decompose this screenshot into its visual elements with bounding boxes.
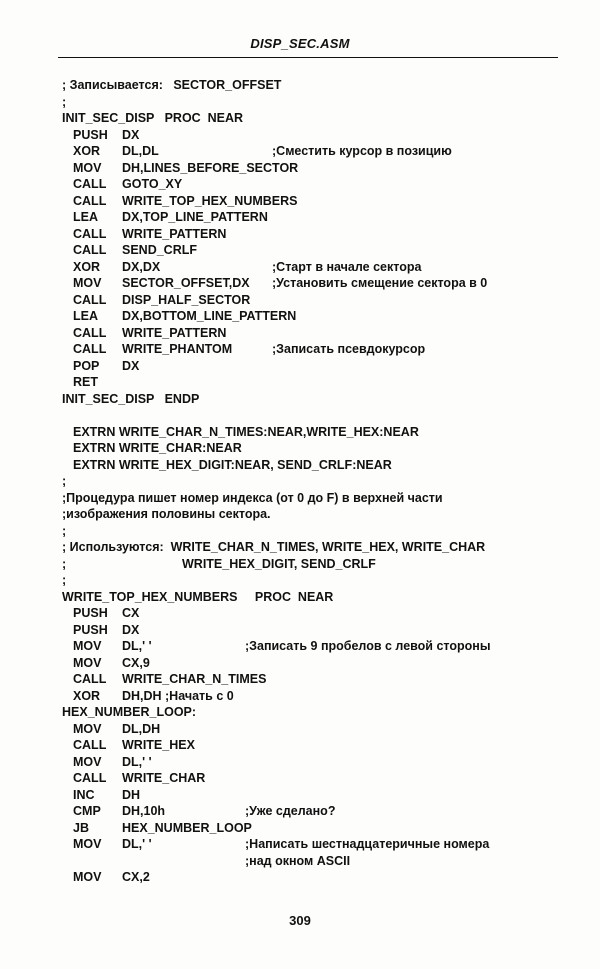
code-operand: DH,LINES_BEFORE_SECTOR — [122, 160, 299, 175]
code-mnemonic: POP — [73, 358, 100, 373]
code-comment: ;над окном ASCII — [245, 853, 351, 868]
code-line — [0, 144, 600, 161]
code-comment: ;Уже сделано? — [245, 804, 336, 818]
code-mnemonic: INIT_SEC_DISP PROC NEAR — [62, 111, 244, 125]
code-mnemonic: ; — [62, 573, 67, 587]
code-operand: DH — [122, 787, 141, 802]
code-line — [0, 771, 600, 788]
code-operand: DL,DL — [122, 144, 159, 158]
code-line — [0, 722, 600, 739]
code-mnemonic: CALL — [73, 292, 107, 307]
code-line — [0, 326, 600, 343]
code-operand: DX — [122, 622, 140, 637]
code-mnemonic: XOR — [73, 259, 101, 274]
code-line — [0, 639, 600, 656]
code-mnemonic: EXTRN WRITE_CHAR:NEAR — [73, 441, 242, 455]
code-mnemonic: XOR — [73, 688, 101, 703]
code-line — [0, 590, 600, 607]
code-mnemonic: LEA — [73, 309, 98, 323]
code-mnemonic: WRITE_TOP_HEX_NUMBERS PROC NEAR — [62, 589, 334, 604]
code-mnemonic: MOV — [73, 276, 102, 290]
code-operand: DL,DH — [122, 721, 161, 736]
code-line — [0, 623, 600, 640]
code-line — [0, 557, 600, 574]
code-operand: WRITE_HEX_DIGIT, SEND_CRLF — [182, 556, 376, 571]
code-mnemonic: LEA — [73, 210, 98, 224]
code-line — [0, 342, 600, 359]
code-line — [0, 210, 600, 227]
code-mnemonic: ; Записывается: SECTOR_OFFSET — [62, 78, 282, 92]
code-mnemonic: CALL — [73, 672, 107, 686]
code-mnemonic: HEX_NUMBER_LOOP: — [62, 705, 197, 719]
header-rule — [58, 57, 558, 58]
code-line — [0, 161, 600, 178]
code-mnemonic: INC — [73, 787, 95, 802]
code-line — [0, 821, 600, 838]
code-comment: ;Начать с 0 — [165, 688, 234, 703]
code-line — [0, 870, 600, 887]
code-operand: CX,9 — [122, 655, 150, 670]
code-operand: DISP_HALF_SECTOR — [122, 292, 251, 307]
code-mnemonic: RET — [73, 375, 98, 389]
code-mnemonic: CALL — [73, 226, 107, 241]
code-mnemonic: INIT_SEC_DISP ENDP — [62, 391, 200, 406]
code-mnemonic: ;Процедура пишет номер индекса (от 0 до F) в верхней части — [62, 490, 443, 505]
code-line — [0, 573, 600, 590]
code-operand: WRITE_TOP_HEX_NUMBERS — [122, 193, 298, 208]
code-line — [0, 524, 600, 541]
code-line — [0, 540, 600, 557]
code-operand: WRITE_CHAR — [122, 771, 206, 785]
code-line — [0, 128, 600, 145]
code-line — [0, 491, 600, 508]
code-line — [0, 243, 600, 260]
code-mnemonic: ; Используются: WRITE_CHAR_N_TIMES, WRITE_HEX, WRITE_CHAR — [62, 540, 486, 554]
code-line — [0, 738, 600, 755]
code-mnemonic: CALL — [73, 325, 107, 340]
code-mnemonic: ;изображения половины сектора. — [62, 507, 271, 521]
code-mnemonic: CALL — [73, 342, 107, 356]
code-line — [0, 408, 600, 425]
code-line — [0, 441, 600, 458]
code-mnemonic: XOR — [73, 144, 101, 158]
code-mnemonic: ; — [62, 474, 67, 488]
code-line — [0, 672, 600, 689]
code-line — [0, 177, 600, 194]
code-operand: WRITE_CHAR_N_TIMES — [122, 672, 267, 686]
code-comment: ;Установить смещение сектора в 0 — [272, 276, 488, 290]
code-comment: ;Записать 9 пробелов с левой стороны — [245, 639, 491, 653]
code-mnemonic: MOV — [73, 837, 102, 851]
code-operand: DH,10h — [122, 804, 166, 818]
code-line — [0, 309, 600, 326]
code-mnemonic: JB — [73, 820, 89, 835]
code-line — [0, 804, 600, 821]
code-line — [0, 507, 600, 524]
code-mnemonic: CMP — [73, 804, 101, 818]
code-comment: ;Написать шестнадцатеричные номера — [245, 837, 490, 851]
code-mnemonic: ; — [62, 94, 67, 109]
code-line — [0, 78, 600, 95]
code-mnemonic: PUSH — [73, 127, 108, 142]
code-line — [0, 705, 600, 722]
code-mnemonic: EXTRN WRITE_HEX_DIGIT:NEAR, SEND_CRLF:NEAR — [73, 457, 392, 472]
code-operand: HEX_NUMBER_LOOP — [122, 820, 252, 835]
code-mnemonic: CALL — [73, 193, 107, 208]
code-line — [0, 276, 600, 293]
code-mnemonic: PUSH — [73, 622, 108, 637]
code-line — [0, 837, 600, 854]
code-line — [0, 788, 600, 805]
code-operand: DX,DX — [122, 259, 161, 274]
code-mnemonic: EXTRN WRITE_CHAR_N_TIMES:NEAR,WRITE_HEX:NEAR — [73, 424, 419, 439]
code-operand: CX,2 — [122, 870, 150, 884]
code-operand: WRITE_PHANTOM — [122, 342, 233, 356]
code-line — [0, 95, 600, 112]
code-operand: WRITE_PATTERN — [122, 226, 227, 241]
code-mnemonic: MOV — [73, 655, 102, 670]
code-line — [0, 293, 600, 310]
code-operand: DL,' ' — [122, 837, 152, 851]
code-mnemonic: MOV — [73, 639, 102, 653]
code-mnemonic: PUSH — [73, 606, 108, 620]
code-operand: DX,BOTTOM_LINE_PATTERN — [122, 309, 297, 323]
code-operand: DH,DH — [122, 688, 162, 703]
code-line — [0, 755, 600, 772]
code-line — [0, 854, 600, 871]
code-mnemonic: ; — [62, 523, 67, 538]
code-mnemonic: CALL — [73, 771, 107, 785]
code-comment: ;Сместить курсор в позицию — [272, 144, 452, 158]
code-line — [0, 359, 600, 376]
code-line — [0, 458, 600, 475]
code-mnemonic: MOV — [73, 721, 102, 736]
code-operand: SEND_CRLF — [122, 243, 198, 257]
code-line — [0, 227, 600, 244]
code-mnemonic: CALL — [73, 243, 107, 257]
code-mnemonic: MOV — [73, 754, 102, 769]
code-operand: WRITE_PATTERN — [122, 325, 227, 340]
code-line — [0, 425, 600, 442]
code-line — [0, 111, 600, 128]
code-line — [0, 260, 600, 277]
code-comment: ;Старт в начале сектора — [272, 259, 422, 274]
code-listing — [0, 78, 600, 887]
code-operand: WRITE_HEX — [122, 738, 195, 752]
code-operand: GOTO_XY — [122, 177, 183, 191]
page-header: DISP_SEC.ASM — [250, 36, 350, 51]
code-line — [0, 194, 600, 211]
code-mnemonic: CALL — [73, 177, 107, 191]
code-line — [0, 392, 600, 409]
code-operand: DX — [122, 127, 140, 142]
code-operand: DX,TOP_LINE_PATTERN — [122, 210, 268, 224]
code-line — [0, 656, 600, 673]
code-operand: CX — [122, 606, 140, 620]
code-operand: DX — [122, 358, 140, 373]
code-mnemonic: MOV — [73, 160, 102, 175]
code-line — [0, 689, 600, 706]
code-mnemonic: MOV — [73, 870, 102, 884]
code-operand: DL,' ' — [122, 639, 152, 653]
code-line — [0, 474, 600, 491]
code-comment: ;Записать псевдокурсор — [272, 342, 426, 356]
code-line — [0, 375, 600, 392]
code-mnemonic: ; — [62, 556, 67, 571]
page-number: 309 — [289, 913, 311, 928]
code-line — [0, 606, 600, 623]
code-operand: DL,' ' — [122, 754, 152, 769]
code-operand: SECTOR_OFFSET,DX — [122, 276, 250, 290]
code-mnemonic: CALL — [73, 738, 107, 752]
